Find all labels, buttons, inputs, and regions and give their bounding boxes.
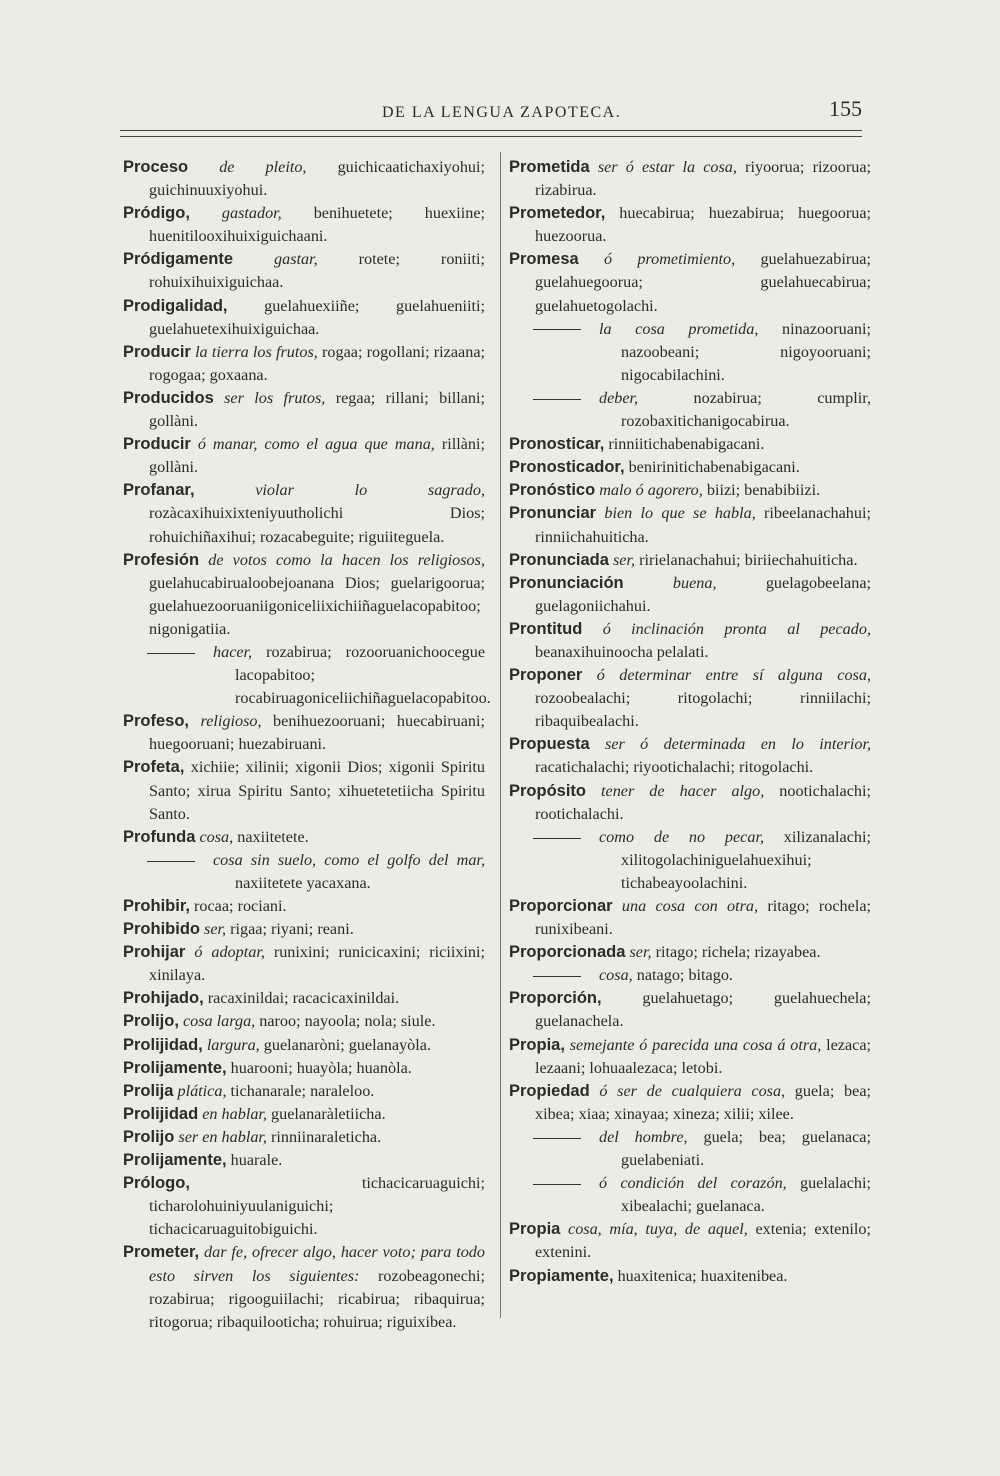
dictionary-entry bbox=[123, 1241, 485, 1333]
dictionary-entry bbox=[509, 664, 871, 733]
gloss: deber, bbox=[599, 388, 639, 407]
gloss: ó adoptar, bbox=[194, 943, 265, 962]
gloss: cosa, bbox=[199, 827, 234, 846]
gloss: la cosa prometida, bbox=[599, 319, 759, 338]
dictionary-entry bbox=[509, 202, 871, 248]
gloss: del hombre, bbox=[599, 1127, 688, 1146]
headword: Prometer, bbox=[123, 1243, 200, 1262]
dictionary-entry bbox=[123, 710, 485, 756]
repeat-dash bbox=[147, 861, 195, 862]
dictionary-entry bbox=[123, 1034, 485, 1057]
translation: guelanaròni; guelanayòla. bbox=[259, 1035, 431, 1054]
dictionary-entry bbox=[509, 1265, 871, 1288]
translation: guelalachi; xibealachi; guelanaca. bbox=[621, 1174, 871, 1216]
translation: naxiitetete yacaxana. bbox=[235, 873, 371, 892]
dictionary-entry bbox=[509, 1080, 871, 1126]
gloss: ó prometimiento, bbox=[603, 250, 736, 269]
headword: Prólogo, bbox=[123, 1174, 190, 1193]
headword: Pródigamente bbox=[123, 250, 234, 269]
dictionary-entry bbox=[509, 572, 871, 618]
gloss: religioso, bbox=[200, 712, 262, 731]
gloss: ser ó determinada en lo interior, bbox=[605, 735, 871, 754]
headword: Propia bbox=[509, 1220, 561, 1239]
gloss: violar lo sagrado, bbox=[255, 481, 486, 500]
translation: naroo; nayoola; nola; siule. bbox=[255, 1012, 436, 1031]
translation: extenia; extenilo; extenini. bbox=[535, 1220, 872, 1262]
header-rule-thin bbox=[120, 136, 862, 137]
dictionary-entry bbox=[123, 549, 485, 641]
translation: tichacicaruaguichi; ticharolohuiniyuulaniguichi; tichacicaruaguitobiguichi. bbox=[149, 1174, 485, 1239]
dictionary-entry bbox=[509, 502, 871, 548]
translation: benihuezooruani; huecabiruani; huegooruani; huezabiruani. bbox=[149, 712, 485, 754]
dictionary-entry bbox=[123, 987, 485, 1010]
translation: benihuetete; huexiine; huenitilooxihuixiguichaani. bbox=[149, 204, 485, 246]
sub-entry bbox=[123, 849, 485, 895]
headword: Pronunciación bbox=[509, 573, 624, 592]
headword: Pronosticador, bbox=[509, 458, 625, 477]
left-column bbox=[123, 156, 491, 1334]
gloss: tener de hacer algo, bbox=[601, 781, 765, 800]
dictionary-entry bbox=[509, 1034, 871, 1080]
translation: runixini; runicicaxini; riciixini; xinilaya. bbox=[149, 943, 486, 985]
gloss: cosa sin suelo, como el golfo del mar, bbox=[213, 850, 485, 869]
running-head: DE LA LENGUA ZAPOTECA. bbox=[382, 104, 622, 121]
translation: xichiie; xilinii; xigonii Dios; xigonii Spiritu Santo; xirua Spiritu Santo; xihuetetetiicha Spiritu Santo. bbox=[149, 758, 485, 823]
dictionary-entry bbox=[123, 341, 485, 387]
translation: huecabirua; huezabirua; huegoorua; huezoorua. bbox=[535, 204, 871, 246]
translation: natago; bitago. bbox=[632, 966, 733, 985]
translation: rozàcaxihuixixteniyuutholichi Dios; rohuichiñaxihui; rozacabeguite; riguiiteguela. bbox=[149, 504, 485, 546]
repeat-dash bbox=[533, 976, 581, 977]
translation: guelahucabirualoobejoanana Dios; guelarigoorua; guelahuezooruaniigoniceliixichiiñaguelacopabitoo; nigonigatiia. bbox=[149, 573, 485, 638]
translation: ritago; richela; rizayabea. bbox=[651, 943, 821, 962]
dictionary-entry bbox=[509, 941, 871, 964]
headword: Propuesta bbox=[509, 735, 590, 754]
repeat-dash bbox=[533, 399, 581, 400]
translation: rillàni; gollàni. bbox=[149, 435, 485, 477]
gloss: gastar, bbox=[274, 250, 318, 269]
gloss: ó inclinación pronta al pecado, bbox=[602, 619, 871, 638]
headword: Prometedor, bbox=[509, 204, 606, 223]
repeat-dash bbox=[533, 1184, 581, 1185]
dictionary-entry bbox=[123, 1057, 485, 1080]
dictionary-entry bbox=[123, 387, 485, 433]
headword: Proponer bbox=[509, 666, 583, 685]
headword: Proporción, bbox=[509, 989, 602, 1008]
headword: Profeta, bbox=[123, 758, 185, 777]
headword: Prolijidad bbox=[123, 1104, 199, 1123]
sub-entry bbox=[509, 387, 871, 433]
gloss: largura, bbox=[206, 1035, 260, 1054]
dictionary-entry bbox=[509, 733, 871, 779]
gloss: cosa larga, bbox=[182, 1012, 256, 1031]
translation: rotete; roniiti; rohuixihuixiguichaa. bbox=[149, 250, 485, 292]
gloss: cosa, mía, tuya, de aquel, bbox=[568, 1220, 748, 1239]
headword: Proporcionar bbox=[509, 897, 613, 915]
headword: Prohijar bbox=[123, 943, 186, 962]
translation: ribeelanachahui; rinniichahuiticha. bbox=[535, 504, 871, 546]
translation: guichicaatichaxiyohui; guichinuuxiyohui. bbox=[149, 158, 485, 200]
gloss: hacer, bbox=[213, 642, 253, 661]
headword: Prolijo bbox=[123, 1127, 175, 1146]
translation: rocaa; rociani. bbox=[193, 897, 287, 915]
repeat-dash bbox=[533, 329, 581, 330]
dictionary-entry bbox=[123, 479, 485, 548]
headword: Prodigalidad, bbox=[123, 296, 228, 315]
headword: Producidos bbox=[123, 388, 214, 407]
translation: rinniitichabenabigacani. bbox=[608, 435, 765, 454]
dictionary-entry bbox=[509, 780, 871, 826]
headword: Producir bbox=[123, 435, 191, 454]
translation: guela; bea; xibea; xiaa; xinayaa; xineza; xilii; xilee. bbox=[535, 1081, 872, 1123]
headword: Proceso bbox=[123, 158, 189, 176]
dictionary-entry bbox=[509, 433, 871, 456]
repeat-dash bbox=[533, 1138, 581, 1139]
headword: Prolijo, bbox=[123, 1012, 179, 1031]
dictionary-entry bbox=[509, 1218, 871, 1264]
dictionary-entry bbox=[123, 895, 485, 918]
dictionary-entry bbox=[123, 756, 485, 825]
gloss: bien lo que se habla, bbox=[604, 504, 756, 523]
gloss: ser los frutos, bbox=[224, 388, 326, 407]
dictionary-entry bbox=[509, 618, 871, 664]
headword: Pronunciada bbox=[509, 550, 609, 569]
translation: riyoorua; rizoorua; rizabirua. bbox=[535, 158, 871, 200]
header-rule bbox=[120, 130, 862, 131]
translation: racaxinildai; racacicaxinildai. bbox=[207, 989, 400, 1008]
headword: Prolijamente, bbox=[123, 1058, 227, 1077]
headword: Propósito bbox=[509, 781, 586, 800]
headword: Profesión bbox=[123, 550, 200, 569]
dictionary-entry bbox=[123, 1103, 485, 1126]
translation: guelahuezabirua; guelahuegoorua; guelahuecabirua; guelahuetogolachi. bbox=[535, 250, 871, 315]
gloss: ser, bbox=[204, 920, 227, 939]
headword: Promesa bbox=[509, 250, 579, 269]
dictionary-entry bbox=[509, 248, 871, 317]
dictionary-entry bbox=[123, 248, 485, 294]
dictionary-entry bbox=[509, 156, 871, 202]
repeat-dash bbox=[147, 653, 195, 654]
page-number: 155 bbox=[829, 96, 862, 121]
gloss: en hablar, bbox=[202, 1104, 267, 1123]
dictionary-entry bbox=[123, 1080, 485, 1103]
gloss: ser, bbox=[629, 943, 652, 962]
sub-entry bbox=[509, 1172, 871, 1218]
headword: Prolijidad, bbox=[123, 1035, 203, 1054]
dictionary-entry bbox=[123, 156, 485, 202]
translation: rozabirua; rozooruanichoocegue lacopabitoo; rocabiruagoniceliichiñaguelacopabitoo. bbox=[235, 642, 491, 708]
dictionary-entry bbox=[123, 941, 485, 987]
headword: Propiedad bbox=[509, 1081, 590, 1100]
headword: Prometida bbox=[509, 158, 590, 176]
headword: Producir bbox=[123, 342, 191, 361]
translation: regaa; rillani; billani; gollàni. bbox=[149, 388, 485, 431]
headword: Prohibido bbox=[123, 920, 200, 939]
dictionary-entry bbox=[509, 987, 871, 1033]
headword: Proporcionada bbox=[509, 943, 626, 962]
headword: Profunda bbox=[123, 827, 196, 846]
gloss: semejante ó parecida una cosa á otra, bbox=[569, 1035, 822, 1054]
dictionary-entry bbox=[123, 1010, 485, 1033]
gloss: ó ser de cualquiera cosa, bbox=[599, 1081, 786, 1100]
translation: huarale. bbox=[230, 1151, 283, 1170]
dictionary-entry bbox=[123, 1172, 485, 1241]
translation: rozobeagonechi; rozabirua; rigooguiilachi; ricabirua; ribaquirua; ritogorua; ribaquilooticha; rohuirua; riguixibea. bbox=[149, 1266, 485, 1331]
headword: Prohijado, bbox=[123, 989, 204, 1008]
dictionary-entry bbox=[123, 295, 485, 341]
translation: rozoobealachi; ritogolachi; rinniilachi; ribaquibealachi. bbox=[535, 689, 871, 731]
translation: huaxitenica; huaxitenibea. bbox=[617, 1266, 788, 1285]
headword: Profeso, bbox=[123, 712, 190, 731]
gloss: cosa, bbox=[599, 966, 633, 985]
gloss: malo ó agorero, bbox=[599, 481, 703, 500]
headword: Prolija bbox=[123, 1081, 174, 1100]
translation: ninazooruani; nazoobeani; nigoyooruani; nigocabilachini. bbox=[621, 319, 871, 384]
translation: ritago; rochela; runixibeani. bbox=[535, 897, 872, 939]
gloss: ó determinar entre sí alguna cosa, bbox=[596, 666, 872, 685]
gloss: dar fe, ofrecer algo, hacer voto; para todo esto sirven los siguientes: bbox=[149, 1243, 485, 1285]
gloss: de pleito, bbox=[219, 158, 307, 176]
dictionary-entry bbox=[509, 456, 871, 479]
translation: guelanaràletiicha. bbox=[266, 1104, 386, 1123]
sub-entry bbox=[509, 318, 871, 387]
dictionary-entry bbox=[123, 1126, 485, 1149]
dictionary-entry bbox=[509, 895, 871, 941]
dictionary-entry bbox=[509, 549, 871, 572]
translation: guela; bea; guelanaca; guelabeniati. bbox=[621, 1127, 871, 1170]
translation: lezaca; lezaani; lohuaalezaca; letobi. bbox=[535, 1035, 872, 1077]
headword: Prohibir, bbox=[123, 897, 190, 915]
translation: tichanarale; naraleloo. bbox=[226, 1081, 375, 1100]
dictionary-entry bbox=[123, 918, 485, 941]
headword: Propiamente, bbox=[509, 1266, 614, 1285]
column-divider bbox=[500, 152, 501, 1318]
sub-entry bbox=[123, 641, 491, 710]
translation: benirinitichabenabigacani. bbox=[628, 458, 800, 477]
translation: xilizanalachi; xilitogolachiniguelahuexihui; tichabeayoolachini. bbox=[621, 827, 871, 892]
translation: ririelanachahui; biriiechahuiticha. bbox=[635, 550, 858, 569]
translation: guelahuexiiñe; guelahueniiti; guelahuetexihuixiguichaa. bbox=[149, 296, 485, 338]
page-header bbox=[120, 96, 862, 126]
translation: guelahuetago; guelahuechela; guelanachela. bbox=[535, 989, 871, 1031]
translation: rinniinaraleticha. bbox=[266, 1127, 382, 1146]
gloss: buena, bbox=[672, 573, 717, 592]
gloss: gastador, bbox=[221, 204, 282, 223]
translation: biizi; benabibiizi. bbox=[702, 481, 821, 500]
headword: Pronosticar, bbox=[509, 435, 605, 454]
gloss: ó manar, como el agua que mana, bbox=[197, 435, 435, 454]
gloss: como de no pecar, bbox=[599, 827, 765, 846]
headword: Pródigo, bbox=[123, 204, 190, 223]
headword: Prolijamente, bbox=[123, 1151, 227, 1170]
dictionary-entry bbox=[123, 826, 485, 849]
headword: Profanar, bbox=[123, 481, 195, 500]
sub-entry bbox=[509, 964, 871, 987]
gloss: ó condición del corazón, bbox=[599, 1174, 787, 1193]
repeat-dash bbox=[533, 838, 581, 839]
headword: Prontitud bbox=[509, 619, 583, 638]
dictionary-entry bbox=[123, 433, 485, 479]
sub-entry bbox=[509, 1126, 871, 1172]
translation: nozabirua; cumplir, rozobaxitichanigocabirua. bbox=[621, 388, 871, 431]
gloss: ser en hablar, bbox=[178, 1127, 267, 1146]
translation: beanaxihuinoocha pelalati. bbox=[535, 642, 709, 661]
gloss: de votos como la hacen los religiosos, bbox=[208, 550, 485, 569]
right-column bbox=[509, 156, 871, 1288]
translation: racatichalachi; riyootichalachi; ritogolachi. bbox=[535, 758, 814, 777]
gloss: ser ó estar la cosa, bbox=[597, 158, 737, 176]
gloss: ser, bbox=[612, 550, 636, 569]
headword: Pronunciar bbox=[509, 504, 597, 523]
dictionary-entry bbox=[509, 479, 871, 502]
translation: rigaa; riyani; reani. bbox=[226, 920, 354, 939]
translation: nootichalachi; rootichalachi. bbox=[535, 781, 871, 823]
translation: naxiitetete. bbox=[233, 827, 309, 846]
headword: Pronóstico bbox=[509, 481, 596, 500]
dictionary-entry bbox=[123, 202, 485, 248]
translation: rogaa; rogollani; rizaana; rogogaa; goxaana. bbox=[149, 342, 486, 384]
gloss: una cosa con otra, bbox=[621, 897, 759, 915]
gloss: la tierra los frutos, bbox=[195, 342, 318, 361]
translation: huarooni; huayòla; huanòla. bbox=[230, 1058, 412, 1077]
sub-entry bbox=[509, 826, 871, 895]
translation: guelagobeelana; guelagoniichahui. bbox=[535, 573, 871, 615]
headword: Propia, bbox=[509, 1035, 565, 1054]
dictionary-entry bbox=[123, 1149, 485, 1172]
gloss: plática, bbox=[177, 1081, 227, 1100]
